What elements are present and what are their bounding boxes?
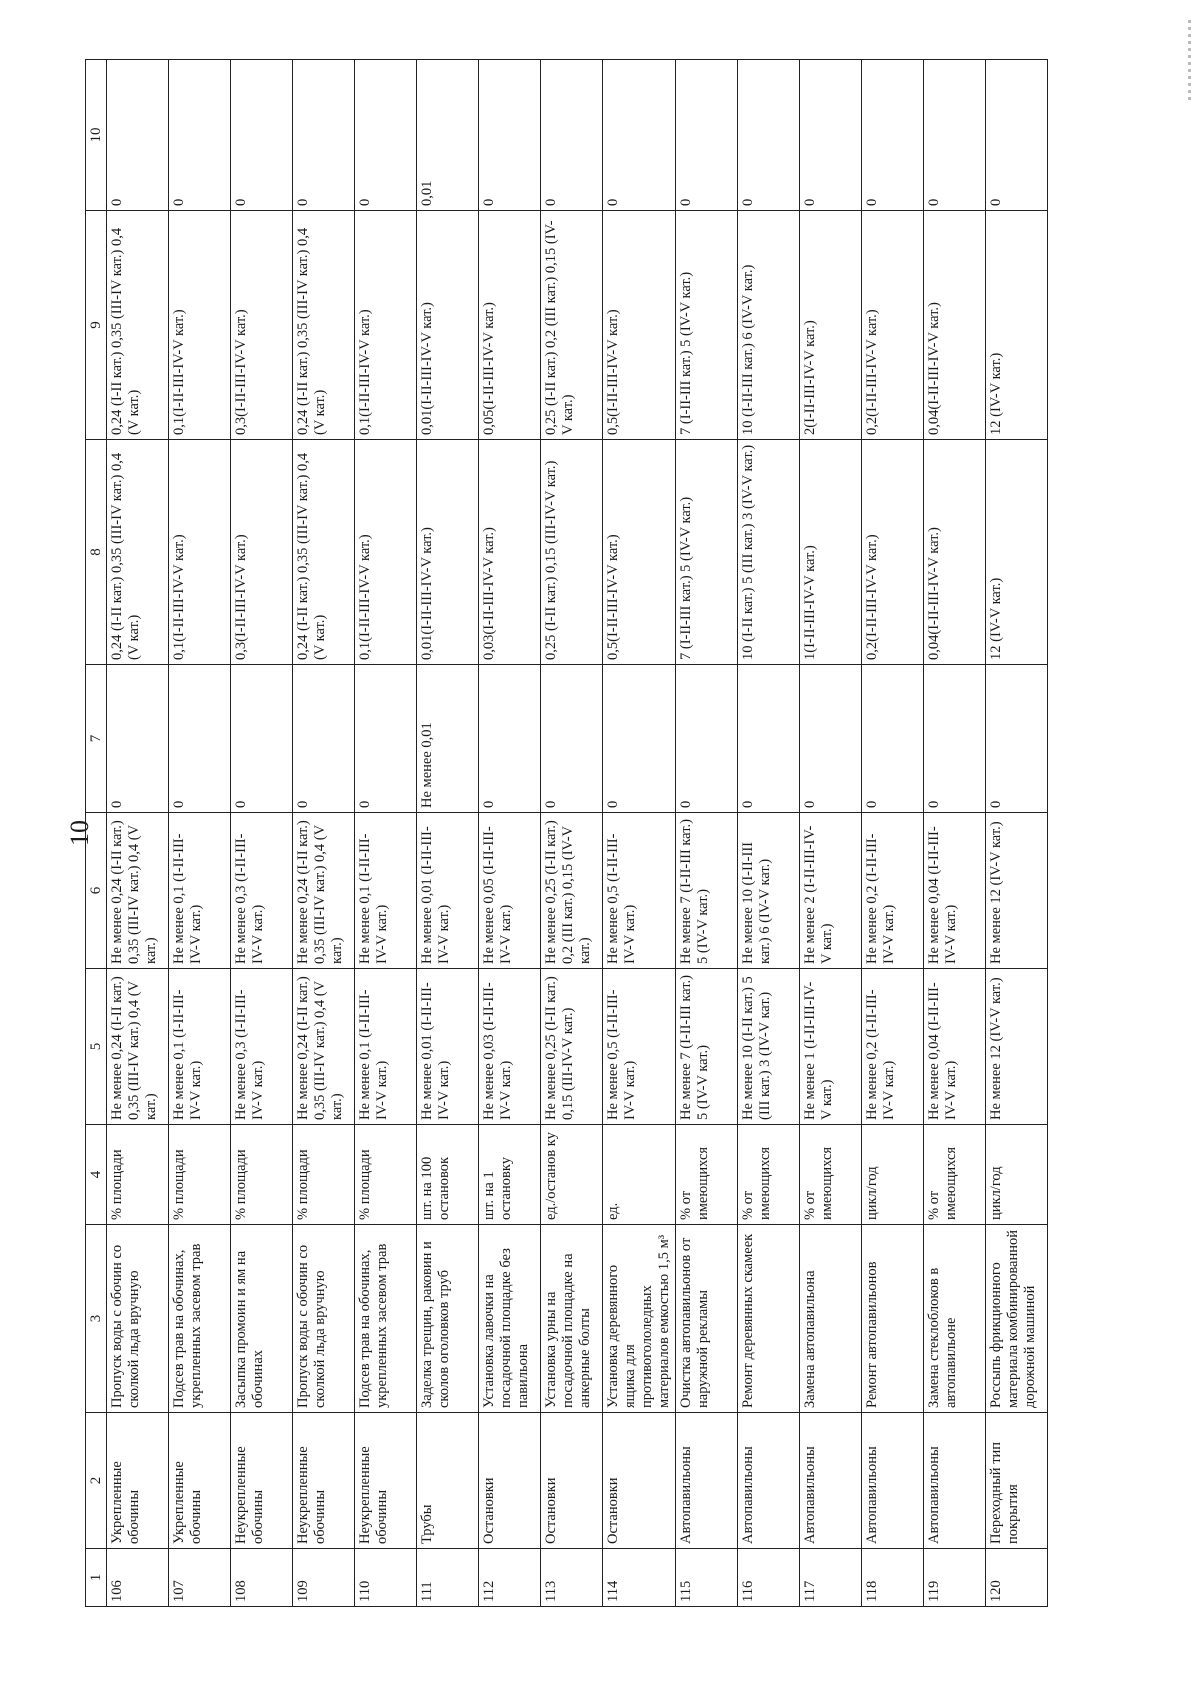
table-cell: Подсев трав на обочинах, укрепленных засевом трав — [169, 1225, 231, 1413]
table-cell: 108 — [231, 1549, 293, 1607]
table-cell: Остановки — [603, 1413, 676, 1549]
table-cell: 12 (IV-V кат.) — [986, 440, 1048, 665]
table-cell: 0 — [603, 665, 676, 813]
table-cell: 0,5(I-II-III-IV-V кат.) — [603, 211, 676, 440]
table-cell: Установка урны на посадочной площадке на анкерные болты — [541, 1225, 603, 1413]
table-cell: Пропуск воды с обочин со сколкой льда вручную — [293, 1225, 355, 1413]
table-cell: 0 — [924, 60, 986, 211]
table-cell: 116 — [738, 1549, 800, 1607]
table-cell: 117 — [800, 1549, 862, 1607]
table-cell: Не менее 0,25 (I-II кат.) 0,15 (III-IV-V кат.) — [541, 969, 603, 1125]
rotated-table-sheet — [85, 60, 1038, 1607]
table-cell: 120 — [986, 1549, 1048, 1607]
table-row — [603, 60, 676, 1607]
table-cell: 0 — [800, 60, 862, 211]
table-cell: 0 — [862, 60, 924, 211]
table-row — [738, 60, 800, 1607]
table-cell: 0 — [676, 60, 738, 211]
table-cell: % площади — [107, 1125, 169, 1225]
table-cell: 0,24 (I-II кат.) 0,35 (III-IV кат.) 0,4 (V кат.) — [107, 440, 169, 665]
table-cell: Не менее 0,1 (I-II-III-IV-V кат.) — [355, 813, 417, 969]
table-cell: Заделка трещин, раковин и сколов оголовков труб — [417, 1225, 479, 1413]
column-header-2: 2 — [86, 1413, 107, 1549]
table-cell: Ремонт деревянных скамеек — [738, 1225, 800, 1413]
table-cell: 10 (I-II кат.) 5 (III кат.) 3 (IV-V кат.) — [738, 440, 800, 665]
table-cell: Остановки — [479, 1413, 541, 1549]
table-cell: Не менее 0,24 (I-II кат.) 0,35 (III-IV кат.) 0,4 (V кат.) — [293, 813, 355, 969]
table-cell: 0 — [355, 665, 417, 813]
table-cell: Не менее 0,01 — [417, 665, 479, 813]
table-cell: 1(I-II-III-IV-V кат.) — [800, 440, 862, 665]
table-cell: 7 (I-II-III кат.) 5 (IV-V кат.) — [676, 440, 738, 665]
table-cell: Автопавильоны — [862, 1413, 924, 1549]
table-body — [107, 60, 1048, 1607]
table-cell: Не менее 7 (I-II-III кат.) 5 (IV-V кат.) — [676, 813, 738, 969]
table-cell: 0,24 (I-II кат.) 0,35 (III-IV кат.) 0,4 (V кат.) — [293, 211, 355, 440]
column-header-4: 4 — [86, 1125, 107, 1225]
table-cell: Не менее 0,24 (I-II кат.) 0,35 (III-IV кат.) 0,4 (V кат.) — [107, 969, 169, 1125]
table-cell: 0 — [862, 665, 924, 813]
table-cell: Автопавильоны — [676, 1413, 738, 1549]
table-cell: Россыпь фрикционного материала комбинированной дорожной машиной — [986, 1225, 1048, 1413]
table-cell: 0,2(I-II-III-IV-V кат.) — [862, 440, 924, 665]
table-cell: Переходный тип покрытия — [986, 1413, 1048, 1549]
table-cell: 0 — [986, 60, 1048, 211]
table-cell: ед. — [603, 1125, 676, 1225]
table-cell: Укрепленные обочины — [107, 1413, 169, 1549]
table-cell: Не менее 1 (I-II-III-IV-V кат.) — [800, 969, 862, 1125]
table-cell: 0 — [800, 665, 862, 813]
table-cell: 115 — [676, 1549, 738, 1607]
table-row — [479, 60, 541, 1607]
table-cell: Не менее 0,3 (I-II-III-IV-V кат.) — [231, 969, 293, 1125]
table-cell: Не менее 0,24 (I-II кат.) 0,35 (III-IV кат.) 0,4 (V кат.) — [107, 813, 169, 969]
table-cell: 0 — [107, 665, 169, 813]
table-cell: 0,1(I-II-III-IV-V кат.) — [355, 211, 417, 440]
table-cell: 110 — [355, 1549, 417, 1607]
column-header-9: 9 — [86, 211, 107, 440]
table-cell: 0,01 — [417, 60, 479, 211]
table-cell: 12 (IV-V кат.) — [986, 211, 1048, 440]
table-cell: 114 — [603, 1549, 676, 1607]
table-cell: Не менее 0,2 (I-II-III-IV-V кат.) — [862, 969, 924, 1125]
table-cell: 107 — [169, 1549, 231, 1607]
table-cell: Не менее 12 (IV-V кат.) — [986, 969, 1048, 1125]
table-cell: Не менее 0,5 (I-II-III-IV-V кат.) — [603, 813, 676, 969]
table-cell: 10 (I-II-III кат.) 6 (IV-V кат.) — [738, 211, 800, 440]
table-row — [862, 60, 924, 1607]
table-cell: Автопавильоны — [924, 1413, 986, 1549]
table-cell: % площади — [355, 1125, 417, 1225]
column-header-7: 7 — [86, 665, 107, 813]
table-cell: Не менее 7 (I-II-III кат.) 5 (IV-V кат.) — [676, 969, 738, 1125]
table-cell: Неукрепленные обочины — [355, 1413, 417, 1549]
work-norms-table — [85, 59, 1048, 1607]
table-cell: Не менее 10 (I-II кат.) 5 (III кат.) 3 (IV-V кат.) — [738, 969, 800, 1125]
table-cell: Неукрепленные обочины — [231, 1413, 293, 1549]
header-row — [86, 60, 107, 1607]
column-header-8: 8 — [86, 440, 107, 665]
table-cell: 0,01(I-II-III-IV-V кат.) — [417, 440, 479, 665]
table-cell: 0,04(I-II-III-IV-V кат.) — [924, 440, 986, 665]
table-cell: % от имеющихся — [676, 1125, 738, 1225]
table-cell: Не менее 0,2 (I-II-III-IV-V кат.) — [862, 813, 924, 969]
table-cell: 0 — [355, 60, 417, 211]
table-cell: % площади — [169, 1125, 231, 1225]
table-cell: шт. на 1 остановку — [479, 1125, 541, 1225]
table-cell: 7 (I-II-III кат.) 5 (IV-V кат.) — [676, 211, 738, 440]
table-cell: 0 — [541, 665, 603, 813]
table-row — [676, 60, 738, 1607]
table-cell: Не менее 12 (IV-V кат.) — [986, 813, 1048, 969]
scan-artifact — [1188, 20, 1191, 100]
table-cell: 0 — [603, 60, 676, 211]
column-header-6: 6 — [86, 813, 107, 969]
table-row — [800, 60, 862, 1607]
table-cell: 0,25 (I-II кат.) 0,2 (III кат.) 0,15 (IV-V кат.) — [541, 211, 603, 440]
table-cell: Не менее 2 (I-II-III-IV-V кат.) — [800, 813, 862, 969]
table-cell: 0,1(I-II-III-IV-V кат.) — [169, 440, 231, 665]
table-cell: 106 — [107, 1549, 169, 1607]
table-cell: 0,24 (I-II кат.) 0,35 (III-IV кат.) 0,4 (V кат.) — [293, 440, 355, 665]
table-cell: Очистка автопавильонов от наружной рекламы — [676, 1225, 738, 1413]
table-row — [355, 60, 417, 1607]
table-cell: % от имеющихся — [800, 1125, 862, 1225]
table-cell: 0 — [924, 665, 986, 813]
table-cell: цикл/год — [862, 1125, 924, 1225]
table-cell: Укрепленные обочины — [169, 1413, 231, 1549]
table-cell: 109 — [293, 1549, 355, 1607]
table-cell: % от имеющихся — [924, 1125, 986, 1225]
table-cell: Установка лавочки на посадочной площадке без павильона — [479, 1225, 541, 1413]
table-cell: Остановки — [541, 1413, 603, 1549]
table-cell: 112 — [479, 1549, 541, 1607]
table-cell: Замена автопавильона — [800, 1225, 862, 1413]
table-row — [417, 60, 479, 1607]
table-cell: 0 — [986, 665, 1048, 813]
table-cell: % от имеющихся — [738, 1125, 800, 1225]
table-cell: Установка деревянного ящика для противогололедных материалов емкостью 1,5 м³ — [603, 1225, 676, 1413]
table-row — [293, 60, 355, 1607]
table-row — [541, 60, 603, 1607]
table-cell: 0,05(I-II-III-IV-V кат.) — [479, 211, 541, 440]
table-cell: 0 — [738, 665, 800, 813]
table-cell: 2(I-II-III-IV-V кат.) — [800, 211, 862, 440]
table-cell: 111 — [417, 1549, 479, 1607]
table-row — [169, 60, 231, 1607]
table-cell: 0 — [169, 665, 231, 813]
table-cell: 0,04(I-II-III-IV-V кат.) — [924, 211, 986, 440]
page-number: 10 — [65, 820, 94, 846]
table-cell: цикл/год — [986, 1125, 1048, 1225]
table-cell: 0,2(I-II-III-IV-V кат.) — [862, 211, 924, 440]
column-header-10: 10 — [86, 60, 107, 211]
table-cell: 0,01(I-II-III-IV-V кат.) — [417, 211, 479, 440]
table-cell: 0 — [676, 665, 738, 813]
table-cell: 0 — [231, 665, 293, 813]
column-header-1: 1 — [86, 1549, 107, 1607]
column-header-5: 5 — [86, 969, 107, 1125]
table-row — [107, 60, 169, 1607]
table-cell: 0,3(I-II-III-IV-V кат.) — [231, 211, 293, 440]
table-cell: Не менее 10 (I-II-III кат.) 6 (IV-V кат.) — [738, 813, 800, 969]
table-cell: 0,3(I-II-III-IV-V кат.) — [231, 440, 293, 665]
table-cell: Подсев трав на обочинах, укрепленных засевом трав — [355, 1225, 417, 1413]
table-cell: Не менее 0,04 (I-II-III-IV-V кат.) — [924, 969, 986, 1125]
table-cell: Не менее 0,25 (I-II кат.) 0,2 (III кат.) 0,15 (IV-V кат.) — [541, 813, 603, 969]
table-cell: Не менее 0,01 (I-II-III-IV-V кат.) — [417, 969, 479, 1125]
table-cell: Неукрепленные обочины — [293, 1413, 355, 1549]
table-cell: 0 — [541, 60, 603, 211]
table-cell: % площади — [293, 1125, 355, 1225]
table-cell: 0 — [107, 60, 169, 211]
table-cell: шт. на 100 остановок — [417, 1125, 479, 1225]
table-cell: Ремонт автопавильонов — [862, 1225, 924, 1413]
table-cell: 0 — [293, 665, 355, 813]
table-cell: Не менее 0,1 (I-II-III-IV-V кат.) — [169, 813, 231, 969]
table-row — [231, 60, 293, 1607]
table-cell: 118 — [862, 1549, 924, 1607]
table-row — [924, 60, 986, 1607]
table-cell: 0 — [293, 60, 355, 211]
table-cell: 0 — [169, 60, 231, 211]
table-cell: 0,24 (I-II кат.) 0,35 (III-IV кат.) 0,4 (V кат.) — [107, 211, 169, 440]
table-cell: Автопавильоны — [800, 1413, 862, 1549]
table-cell: 0 — [479, 60, 541, 211]
table-cell: 0,03(I-II-III-IV-V кат.) — [479, 440, 541, 665]
table-cell: Автопавильоны — [738, 1413, 800, 1549]
table-cell: Не менее 0,5 (I-II-III-IV-V кат.) — [603, 969, 676, 1125]
table-cell: 0 — [738, 60, 800, 211]
table-cell: Не менее 0,1 (I-II-III-IV-V кат.) — [355, 969, 417, 1125]
table-cell: 0,1(I-II-III-IV-V кат.) — [355, 440, 417, 665]
table-row — [986, 60, 1048, 1607]
table-cell: Не менее 0,04 (I-II-III-IV-V кат.) — [924, 813, 986, 969]
table-cell: % площади — [231, 1125, 293, 1225]
table-cell: 0,1(I-II-III-IV-V кат.) — [169, 211, 231, 440]
table-cell: Трубы — [417, 1413, 479, 1549]
table-cell: 0,25 (I-II кат.) 0,15 (III-IV-V кат.) — [541, 440, 603, 665]
table-cell: Не менее 0,05 (I-II-III-IV-V кат.) — [479, 813, 541, 969]
table-cell: 0 — [479, 665, 541, 813]
table-cell: Засыпка промоин и ям на обочинах — [231, 1225, 293, 1413]
column-header-3: 3 — [86, 1225, 107, 1413]
table-cell: Не менее 0,01 (I-II-III-IV-V кат.) — [417, 813, 479, 969]
table-cell: Не менее 0,3 (I-II-III-IV-V кат.) — [231, 813, 293, 969]
table-cell: 0,5(I-II-III-IV-V кат.) — [603, 440, 676, 665]
table-cell: ед./останов ку — [541, 1125, 603, 1225]
table-cell: Не менее 0,1 (I-II-III-IV-V кат.) — [169, 969, 231, 1125]
table-cell: Замена стеклоблоков в автопавильоне — [924, 1225, 986, 1413]
table-cell: 113 — [541, 1549, 603, 1607]
table-cell: Не менее 0,03 (I-II-III-IV-V кат.) — [479, 969, 541, 1125]
table-cell: Не менее 0,24 (I-II кат.) 0,35 (III-IV кат.) 0,4 (V кат.) — [293, 969, 355, 1125]
table-cell: 119 — [924, 1549, 986, 1607]
table-cell: Пропуск воды с обочин со сколкой льда вручную — [107, 1225, 169, 1413]
table-cell: 0 — [231, 60, 293, 211]
